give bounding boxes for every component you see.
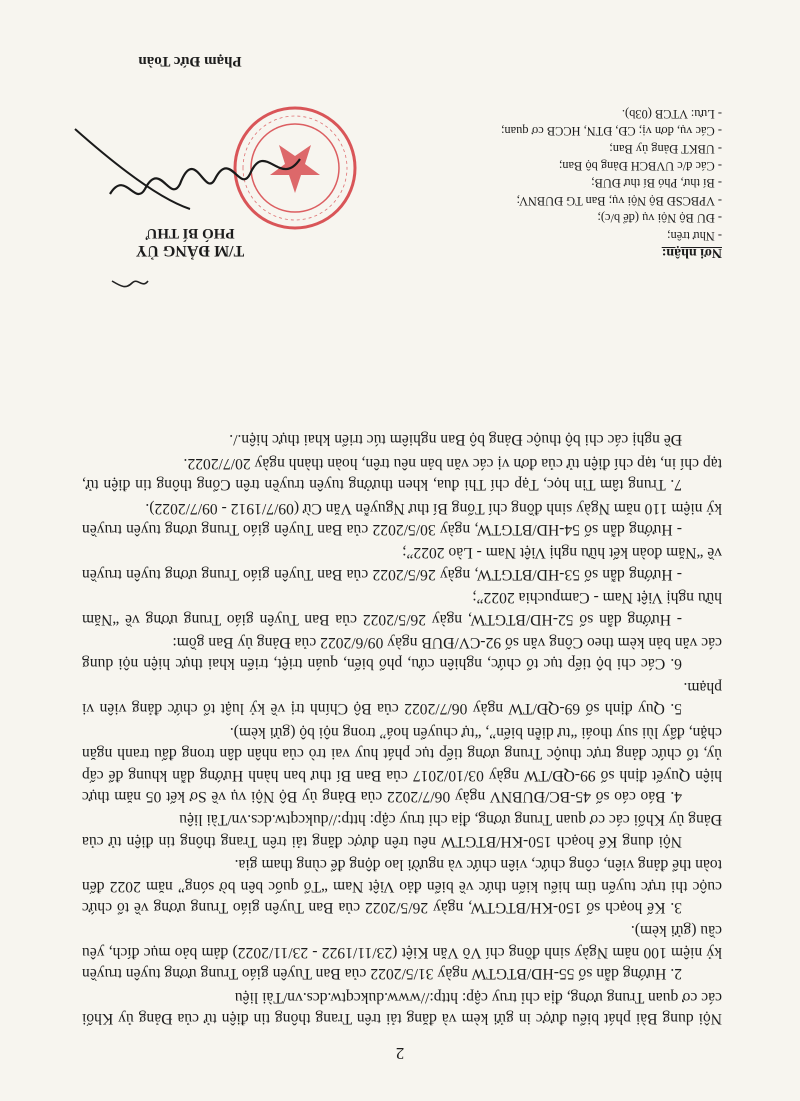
recipient-item: - ĐU Bộ Nội vụ (để b/c); bbox=[597, 211, 722, 226]
signature-block bbox=[30, 53, 350, 259]
paragraph: 6. Các chi bộ tiếp tục tổ chức, nghiên cứu, phổ biến, quán triệt, triển khai thực hiện nội dung các văn bản kèm theo Công văn số 92-CV/ĐUB ngày 09/6/2022 của Đảng ủy Ban gồm: bbox=[82, 634, 722, 673]
recipient-item: - Các đ/c UVBCH Đảng bộ Ban; bbox=[558, 158, 722, 173]
recipient-item: - Bí thư, Phó Bí thư ĐUB; bbox=[591, 176, 722, 191]
paragraph: 2. Hướng dẫn số 55-HD/BTGTW ngày 31/5/2022 của Ban Tuyên giáo Trung ương tuyên truyền kỷ niệm 100 năm Ngày sinh đồng chí Võ Văn Kiệt (23/11/1922 - 23/11/2022) đảm bảo mục đích, yêu cầu (gửi kèm). bbox=[82, 922, 722, 983]
paragraph: Nội dung Kế hoạch 150-KH/BTGTW nêu trên được đăng tải trên Trang thông tin điện tử của Đảng ủy Khối các cơ quan Trung ương, địa chỉ truy cập: http://dukcqtw.dcs.vn/Tài liệu bbox=[82, 811, 722, 850]
recipient-item: - VPBCSĐ Bộ Nội vụ; Ban TG ĐUBNV; bbox=[516, 193, 722, 208]
page-number: 2 bbox=[395, 1044, 405, 1063]
paragraph: - Hướng dẫn số 53-HD/BTGTW, ngày 26/5/2022 của Ban Tuyên giáo Trung ương tuyên truyền về “Năm đoàn kết hữu nghị Việt Nam - Lào 2022”; bbox=[82, 544, 722, 583]
document-body bbox=[82, 427, 722, 1029]
signature-title: T/M ĐẢNG ỦY bbox=[135, 242, 245, 259]
paragraph: 7. Trung tâm Tin học, Tạp chí Thi đua, khen thưởng tuyên truyền trên Cổng thông tin điện tử, tạp chí in, tạp chí điện tử của đơn vị các văn bản nêu trên, hoàn thành ngày 20/7/2022. bbox=[82, 454, 722, 494]
recipient-item: - Như trên; bbox=[667, 228, 722, 243]
recipient-item: - Các vụ, đơn vị; CĐ, ĐTN, HCCB cơ quan; bbox=[501, 124, 722, 139]
paragraph: Đề nghị các chi bộ thuộc Đảng bộ Ban nghiêm túc triển khai thực hiện./. bbox=[229, 431, 682, 449]
recipient-item: - Lưu: VTCB (03b). bbox=[621, 106, 722, 121]
paragraph: 3. Kế hoạch số 150-KH/BTGTW, ngày 26/5/2022 của Ban Tuyên giáo Trung ương về tổ chức cuộc thi trực tuyến tìm hiểu kiến thức về biển đảo Việt Nam “Tổ quốc bên bờ sóng” năm 2022 đến toàn thể đảng viên, công chức, viên chức và người lao động để cùng tham gia. bbox=[82, 856, 722, 916]
recipients-heading: Nơi nhận: bbox=[661, 245, 722, 260]
paragraph: - Hướng dẫn số 54-HD/BTGTW, ngày 30/5/2022 của Ban Tuyên giáo Trung ương tuyên truyền kỷ niệm 110 năm Ngày sinh đồng chí Tổng Bí thư Nguyễn Văn Cừ (09/7/1912 - 09/7/2022). bbox=[82, 499, 722, 539]
signature-role: PHÓ BÍ THƯ bbox=[145, 225, 235, 241]
recipient-item: - UBKT Đảng ủy Ban; bbox=[609, 141, 722, 156]
signer-name: Phạm Đức Toàn bbox=[138, 53, 242, 69]
paragraph: - Hướng dẫn số 52-HD/BTGTW, ngày 26/5/2022 của Ban Tuyên giáo Trung ương về “Năm hữu nghị Việt Nam - Campuchia 2022”; bbox=[82, 589, 722, 628]
handwritten-signature bbox=[70, 119, 310, 229]
initial-mark bbox=[110, 273, 150, 293]
paragraph: Nội dung Bài phát biểu được in gửi kèm và đăng tải trên Trang thông tin điện tử của Đảng ủy Khối các cơ quan Trung ương, địa chỉ truy cập: http://www.dukcqtw.dcs.vn/Tài liệu bbox=[82, 988, 722, 1027]
recipients-block bbox=[392, 104, 722, 261]
paragraph: 4. Báo cáo số 45-BC/ĐUBNV ngày 06/7/2022 của Đảng ủy Bộ Nội vụ về Sơ kết 05 năm thực hiện Quyết định số 99-QĐ/TW ngày 03/10/2017 của Ban Bí thư ban hành Hướng dẫn khung để cấp ủy, tổ chức đảng trực thuộc Trung ương tiếp tục phát huy vai trò của nhân dân trong đấu tranh ngăn chặn, đẩy lùi suy thoái “tư diễn biến”, “tự chuyển hoá” trong nội bộ (gửi kèm). bbox=[82, 723, 722, 805]
paragraph: 5. Quy định số 69-QĐ/TW ngày 06/7/2022 của Bộ Chính trị về kỷ luật tổ chức đảng viên vi phạm. bbox=[82, 678, 722, 718]
